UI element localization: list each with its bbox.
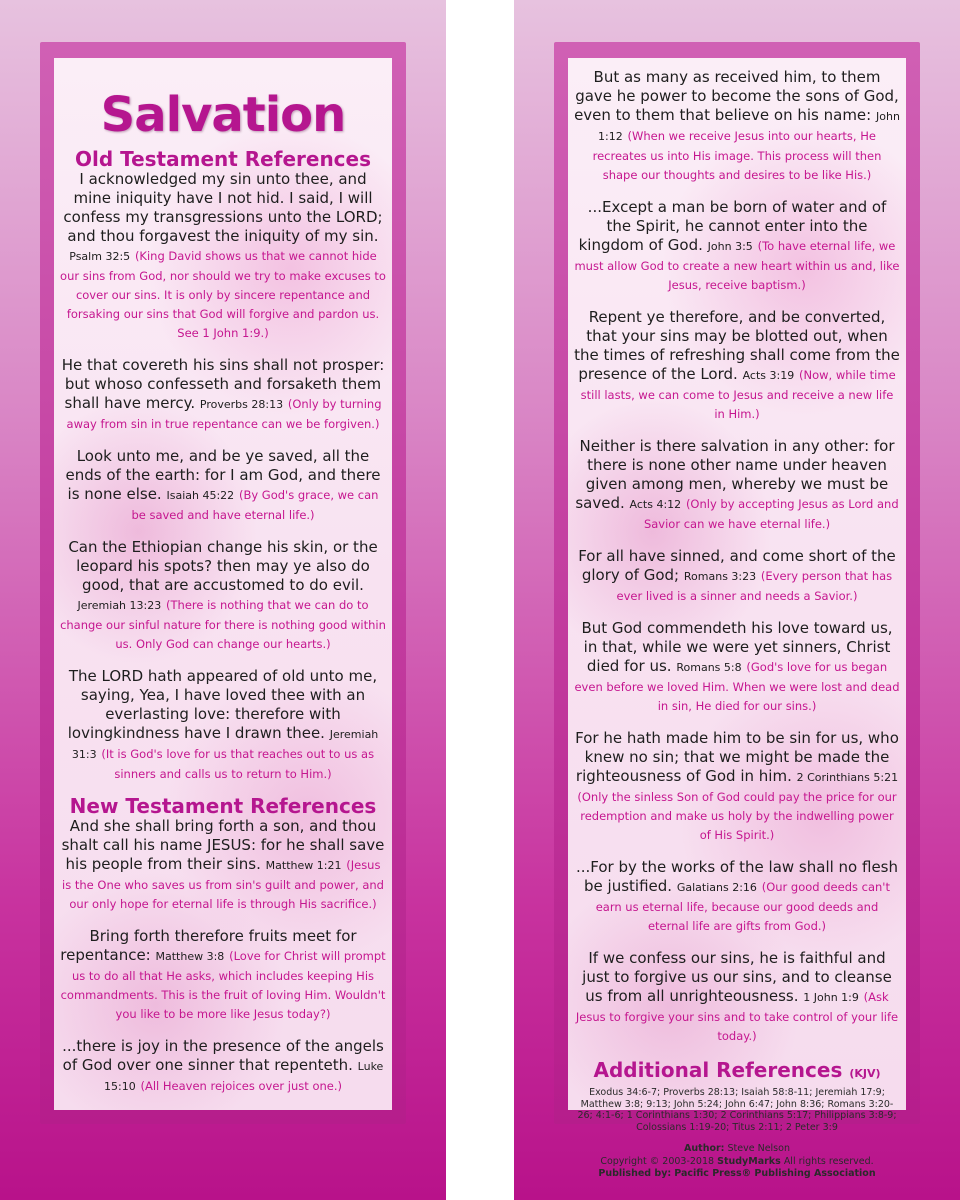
copyright-line bbox=[574, 1156, 900, 1169]
scripture-entry bbox=[574, 547, 900, 605]
scripture-entry bbox=[60, 817, 386, 913]
verse-text-block bbox=[60, 538, 386, 653]
scripture-entry bbox=[574, 308, 900, 423]
bookmark-title: Salvation bbox=[100, 87, 346, 143]
verse-text: The LORD hath appeared of old unto me, saying, Yea, I have loved thee with an everlasting love: therefore with lovingkindness have I drawn thee. bbox=[67, 667, 378, 742]
verse-note: (Our good deeds can't earn us eternal life, because our good deeds and eternal life are gifts from God.) bbox=[595, 880, 890, 933]
verse-note: (It is God's love for us that reaches out to us as sinners and calls us to return to Him.) bbox=[101, 747, 375, 781]
verse-reference: Romans 5:8 bbox=[676, 661, 742, 674]
verse-note: (All Heaven rejoices over just one.) bbox=[140, 1079, 342, 1093]
credits bbox=[574, 1143, 900, 1181]
scripture-entry bbox=[574, 858, 900, 935]
scripture-entry bbox=[574, 949, 900, 1045]
verse-text: For he hath made him to be sin for us, who knew no sin; that we might be made the righteousness of God in him. bbox=[575, 729, 899, 785]
scripture-entry bbox=[60, 927, 386, 1023]
verse-reference: Jeremiah 13:23 bbox=[77, 599, 162, 612]
kjv-label: (KJV) bbox=[849, 1067, 881, 1080]
verse-text: He that covereth his sins shall not prosper: but whoso confesseth and forsaketh them shall have mercy. bbox=[61, 356, 385, 412]
verse-text-block bbox=[60, 356, 386, 433]
author-label: Author: bbox=[684, 1143, 725, 1154]
verse-text: Bring forth therefore fruits meet for repentance: bbox=[60, 927, 357, 964]
verse-note: (When we receive Jesus into our hearts, He recreates us into His image. This process will then shape our thoughts and desires to be like His.) bbox=[592, 129, 882, 182]
verse-text-block bbox=[574, 858, 900, 935]
verse-text: For all have sinned, and come short of the glory of God; bbox=[578, 547, 896, 584]
left-bookmark bbox=[0, 0, 446, 1200]
verse-text: Can the Ethiopian change his skin, or the leopard his spots? then may ye also do good, that are accustomed to do evil. bbox=[68, 538, 378, 594]
verse-text-block bbox=[60, 447, 386, 524]
verse-text-block bbox=[60, 927, 386, 1023]
verse-note: (To have eternal life, we must allow God to create a new heart within us and, like Jesus, receive baptism.) bbox=[574, 239, 900, 292]
scripture-entry bbox=[60, 170, 386, 342]
verse-reference: 1 John 1:9 bbox=[803, 991, 859, 1004]
verse-note: (Only the sinless Son of God could pay the price for our redemption and make us holy by the indwelling power of His Spirit.) bbox=[577, 790, 897, 842]
verse-reference: Galatians 2:16 bbox=[676, 881, 757, 894]
verse-text-block bbox=[60, 667, 386, 783]
verse-text-block bbox=[574, 308, 900, 423]
verse-text-block bbox=[60, 170, 386, 342]
verse-text: If we confess our sins, he is faithful and just to forgive us our sins, and to cleanse us from all unrighteousness. bbox=[582, 949, 892, 1005]
additional-heading-text: Additional References bbox=[593, 1058, 843, 1082]
verse-reference: Proverbs 28:13 bbox=[199, 398, 284, 411]
verse-text: But God commendeth his love toward us, in that, while we were yet sinners, Christ died for us. bbox=[581, 619, 893, 675]
scripture-entry bbox=[60, 447, 386, 524]
verse-text-block bbox=[574, 729, 900, 844]
verse-text: Neither is there salvation in any other: for there is none other name under heaven given among men, whereby we must be saved. bbox=[575, 437, 895, 512]
copyright-rest: All rights reserved. bbox=[783, 1155, 874, 1167]
verse-note: (Jesus is the One who saves us from sin's guilt and power, and our only hope for eternal life is through His sacrifice.) bbox=[62, 858, 384, 911]
verse-text: And she shall bring forth a son, and thou shalt call his name JESUS: for he shall save his people from their sins. bbox=[61, 817, 385, 873]
left-bookmark-frame bbox=[40, 42, 406, 1124]
right-bookmark-card bbox=[568, 58, 906, 1179]
additional-references-heading bbox=[574, 1059, 900, 1085]
scripture-entry bbox=[60, 667, 386, 783]
verse-note: (By God's grace, we can be saved and have eternal life.) bbox=[131, 488, 379, 522]
verse-note: (God's love for us began even before we loved Him. When we were lost and dead in sin, He died for our sins.) bbox=[574, 660, 900, 713]
verse-reference: Isaiah 45:22 bbox=[166, 489, 235, 502]
verse-reference: Matthew 3:8 bbox=[155, 950, 225, 963]
scripture-entry bbox=[574, 437, 900, 533]
additional-references-list: Exodus 34:6-7; Proverbs 28:13; Isaiah 58:8-11; Jeremiah 17:9; Matthew 3:8; 9:13; John 5:24; John 6:47; John 8:36; Romans 3:20-26; 4:1-6; 1 Corinthians 1:30; 2 Corinthians 5:17; Philippians 3:8-9; Colossians 1:19-20; Titus 2:11; 2 Peter 3:9 bbox=[577, 1087, 897, 1133]
verse-text-block bbox=[574, 198, 900, 294]
right-bookmark bbox=[514, 0, 960, 1200]
left-bookmark-card bbox=[54, 58, 392, 1110]
scripture-entry bbox=[574, 729, 900, 844]
verse-note: (There is nothing that we can do to change our sinful nature for there is nothing good within us. Only God can change our hearts.) bbox=[60, 598, 386, 651]
author-name: Steve Nelson bbox=[727, 1143, 790, 1154]
verse-text-block bbox=[574, 68, 900, 184]
verse-text: I acknowledged my sin unto thee, and mine iniquity have I not hid. I said, I will confess my transgressions unto the LORD; and thou forgavest the iniquity of my sin. bbox=[63, 170, 383, 245]
verse-text: Look unto me, and be ye saved, all the ends of the earth: for I am God, and there is none else. bbox=[65, 447, 381, 503]
verse-note: (Ask Jesus to forgive your sins and to take control of your life today.) bbox=[575, 990, 899, 1043]
copyright-text: Copyright © 2003-2018 bbox=[600, 1155, 715, 1167]
copyright-brand: StudyMarks bbox=[717, 1155, 781, 1167]
scripture-entry bbox=[60, 538, 386, 653]
verse-note: (Only by accepting Jesus as Lord and Savior can we have eternal life.) bbox=[643, 497, 899, 531]
verse-text-block bbox=[60, 817, 386, 913]
verse-text-block bbox=[574, 619, 900, 715]
scripture-entry bbox=[574, 198, 900, 294]
verse-reference: Acts 4:12 bbox=[629, 498, 682, 511]
scripture-entry bbox=[60, 356, 386, 433]
new-testament-entries bbox=[60, 817, 386, 1096]
scripture-entry bbox=[574, 68, 900, 184]
verse-text: ...For by the works of the law shall no flesh be justified. bbox=[575, 858, 899, 895]
verse-reference: Acts 3:19 bbox=[742, 369, 795, 382]
author-line bbox=[574, 1143, 900, 1156]
verse-note: (King David shows us that we cannot hide our sins from God, nor should we try to make excuses to cover our sins. It is only by sincere repentance and forsaking our sins that God will forgive and pardon us. See 1 John 1:9.) bbox=[60, 249, 386, 340]
publisher-name: Pacific Press® Publishing Association bbox=[674, 1168, 876, 1179]
verse-reference: Luke 15:10 bbox=[104, 1060, 384, 1093]
scripture-entry bbox=[60, 1037, 386, 1096]
old-testament-entries bbox=[60, 170, 386, 783]
verse-reference: 2 Corinthians 5:21 bbox=[796, 771, 899, 784]
old-testament-heading: Old Testament References bbox=[74, 147, 372, 171]
verse-reference: Jeremiah 31:3 bbox=[71, 728, 379, 761]
verse-reference: Romans 3:23 bbox=[683, 570, 757, 583]
right-entries bbox=[574, 68, 900, 1045]
verse-text: Repent ye therefore, and be converted, that your sins may be blotted out, when the times of refreshing shall come from the presence of the Lord. bbox=[574, 308, 900, 383]
verse-text-block bbox=[574, 437, 900, 533]
verse-text-block bbox=[574, 949, 900, 1045]
publisher-line bbox=[574, 1168, 900, 1181]
verse-reference: Matthew 1:21 bbox=[265, 859, 342, 872]
right-bookmark-frame bbox=[554, 42, 920, 1179]
verse-text-block bbox=[60, 1037, 386, 1096]
new-testament-heading: New Testament References bbox=[69, 794, 377, 818]
verse-reference: Psalm 32:5 bbox=[69, 250, 131, 263]
verse-text: ...Except a man be born of water and of the Spirit, he cannot enter into the kingdom of God. bbox=[578, 198, 887, 254]
verse-reference: John 1:12 bbox=[598, 110, 900, 143]
verse-text: ...there is joy in the presence of the angels of God over one sinner that repenteth. bbox=[62, 1037, 384, 1074]
verse-note: (Every person that has ever lived is a sinner and needs a Savior.) bbox=[616, 569, 893, 603]
verse-note: (Now, while time still lasts, we can come to Jesus and receive a new life in Him.) bbox=[580, 368, 896, 421]
verse-reference: John 3:5 bbox=[707, 240, 753, 253]
verse-text: But as many as received him, to them gave he power to become the sons of God, even to them that believe on his name: bbox=[574, 68, 899, 124]
verse-note: (Love for Christ will prompt us to do all that He asks, which includes keeping His commandments. This is the fruit of loving Him. Wouldn't you like to be more like Jesus today?) bbox=[60, 949, 386, 1021]
verse-note: (Only by turning away from sin in true repentance can we be forgiven.) bbox=[66, 397, 382, 431]
scripture-entry bbox=[574, 619, 900, 715]
verse-text-block bbox=[574, 547, 900, 605]
published-label: Published by: bbox=[598, 1168, 672, 1179]
